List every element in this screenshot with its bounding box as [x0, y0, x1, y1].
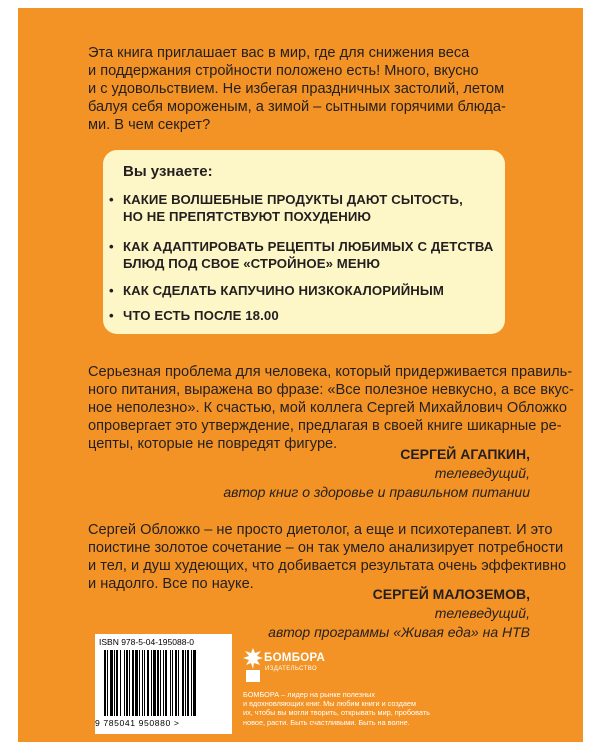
quote-line: ное неполезно». К счастью, мой коллега Сергей Михайлович Обложко [88, 400, 567, 416]
list-item: • КАК АДАПТИРОВАТЬ РЕЦЕПТЫ ЛЮБИМЫХ С ДЕТСТВА БЛЮД ПОД СВОЕ «СТРОЙНОЕ» МЕНЮ [109, 239, 494, 271]
quote-line: опровергает это утверждение, предлагая в своей книге шикарные ре- [88, 418, 562, 434]
intro-line: и поддержания стройности положено есть! Много, вкусно [88, 63, 479, 79]
publisher-name: БОМБОРА [264, 652, 326, 664]
list-item: • КАКИЕ ВОЛШЕБНЫЕ ПРОДУКТЫ ДАЮТ СЫТОСТЬ, НО НЕ ПРЕПЯТСТВУЮТ ПОХУДЕНИЮ [109, 192, 463, 224]
list-item: • КАК СДЕЛАТЬ КАПУЧИНО НИЗКОКАЛОРИЙНЫМ [109, 283, 445, 298]
intro-line: Эта книга приглашает вас в мир, где для снижения веса [88, 45, 470, 61]
isbn-barcode [95, 634, 232, 734]
publisher-tagline: БОМБОРА – лидер на рынке полезных и вдохновляющих книг. Мы любим книги и создаем их, чтобы вы могли творить, открывать мир, пробовать новое, расти. Быть счастливыми. Быть на волне. [243, 690, 430, 727]
intro-line: ми. В чем секрет? [88, 117, 211, 133]
quote-malozemov [88, 521, 567, 593]
author-role: телеведущий, [434, 465, 530, 481]
quote-line: ного питания, выражена во фразе: «Все полезное невкусно, а все вкус- [88, 382, 574, 398]
author-name: СЕРГЕЙ АГАПКИН, [400, 446, 530, 462]
quote-line: и тел, и душ худеющих, что добивается результата очень эффективно [88, 558, 567, 574]
list-item: • ЧТО ЕСТЬ ПОСЛЕ 18.00 [109, 308, 279, 323]
author-name: СЕРГЕЙ МАЛОЗЕМОВ, [372, 586, 530, 602]
intro-line: балуя себя мороженым, а зимой – сытными горячими блюда- [88, 99, 506, 115]
you-will-learn-box [103, 150, 505, 334]
quote-line: Сергей Обложко – не просто диетолог, а еще и психотерапевт. И это [88, 522, 553, 538]
publisher-subtitle: ИЗДАТЕЛЬСТВО [265, 666, 318, 672]
quote-line: цепты, которые не повредят фигуре. [88, 436, 338, 452]
author-role: автор программы «Живая еда» на НТВ [268, 624, 530, 640]
quote-line: и надолго. Все по науке. [88, 576, 254, 592]
publisher-logo [243, 648, 326, 688]
book-back-cover [18, 8, 583, 742]
author-role: автор книг о здоровье и правильном питании [223, 484, 530, 500]
author-role: телеведущий, [434, 605, 530, 621]
intro-paragraph [88, 44, 538, 134]
box-title: Вы узнаете: [123, 163, 213, 180]
bombora-logo-icon [243, 648, 263, 684]
isbn-number: ISBN 978-5-04-195088-0 [99, 637, 194, 647]
barcode-bars [104, 650, 222, 720]
quote-line: поистине золотое сочетание – он так умело анализирует потребности [88, 540, 564, 556]
barcode-digits: 9 785041 950880 > [95, 718, 180, 728]
quote-line: Серьезная проблема для человека, который придерживается правиль- [88, 364, 573, 380]
quote-agapkin [88, 363, 574, 453]
intro-line: и с удовольствием. Не избегая праздничных застолий, летом [88, 81, 505, 97]
